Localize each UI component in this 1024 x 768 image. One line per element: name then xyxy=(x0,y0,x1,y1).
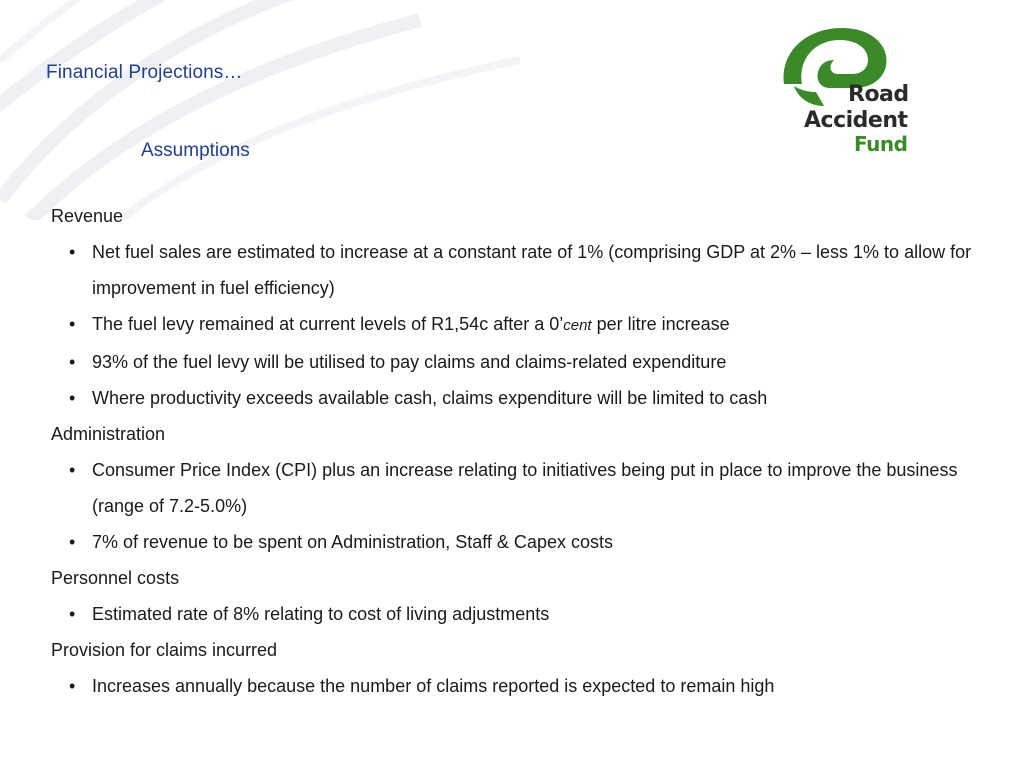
logo-text-road: Road xyxy=(848,82,909,107)
road-accident-fund-logo xyxy=(776,22,926,162)
slide-title: Financial Projections… xyxy=(46,62,243,83)
logo-text-accident: Accident xyxy=(804,108,908,133)
bullet-icon: • xyxy=(69,676,76,696)
bullet-text-part: The fuel levy remained at current levels of R1,54c after a 0’ xyxy=(92,314,564,334)
bullet-text: Where productivity exceeds available cash, claims expenditure will be limited to cash xyxy=(92,388,768,408)
bullet-item xyxy=(51,306,981,344)
bullet-icon: • xyxy=(69,314,76,334)
bullet-text: Net fuel sales are estimated to increase at a constant rate of 1% (comprising GDP at 2% – less 1% to allow for improvement in fuel efficiency) xyxy=(92,242,972,298)
bullet-icon: • xyxy=(69,604,76,624)
bullet-item xyxy=(51,344,981,380)
bullet-icon: • xyxy=(69,388,76,408)
section-heading-personnel-costs: Personnel costs xyxy=(51,568,180,588)
section-heading-administration: Administration xyxy=(51,424,166,444)
bullet-text xyxy=(92,314,730,334)
bullet-text: Estimated rate of 8% relating to cost of living adjustments xyxy=(92,604,550,624)
bullet-icon: • xyxy=(69,352,76,372)
bullet-text: Increases annually because the number of claims reported is expected to remain high xyxy=(92,676,775,696)
bullet-text-part: per litre increase xyxy=(591,314,730,334)
logo-text-fund: Fund xyxy=(854,132,908,156)
bullet-item xyxy=(51,234,981,306)
slide-subtitle: Assumptions xyxy=(141,140,250,161)
bullet-item xyxy=(51,380,981,416)
bullet-icon: • xyxy=(69,460,76,480)
section-heading-provision-claims: Provision for claims incurred xyxy=(51,640,278,660)
section-heading-revenue: Revenue xyxy=(51,206,124,226)
bullet-icon: • xyxy=(69,532,76,552)
bullet-item xyxy=(51,524,981,560)
background-swirl xyxy=(0,0,520,220)
bullet-item xyxy=(51,668,981,704)
assumptions-content xyxy=(51,198,981,704)
bullet-icon: • xyxy=(69,242,76,262)
bullet-item xyxy=(51,452,981,524)
bullet-text: 93% of the fuel levy will be utilised to pay claims and claims-related expenditure xyxy=(92,352,727,372)
bullet-item xyxy=(51,596,981,632)
bullet-text: 7% of revenue to be spent on Administration, Staff & Capex costs xyxy=(92,532,613,552)
cent-unit: cent xyxy=(563,317,592,334)
bullet-text: Consumer Price Index (CPI) plus an increase relating to initiatives being put in place to improve the business (range of 7.2-5.0%) xyxy=(92,460,958,516)
